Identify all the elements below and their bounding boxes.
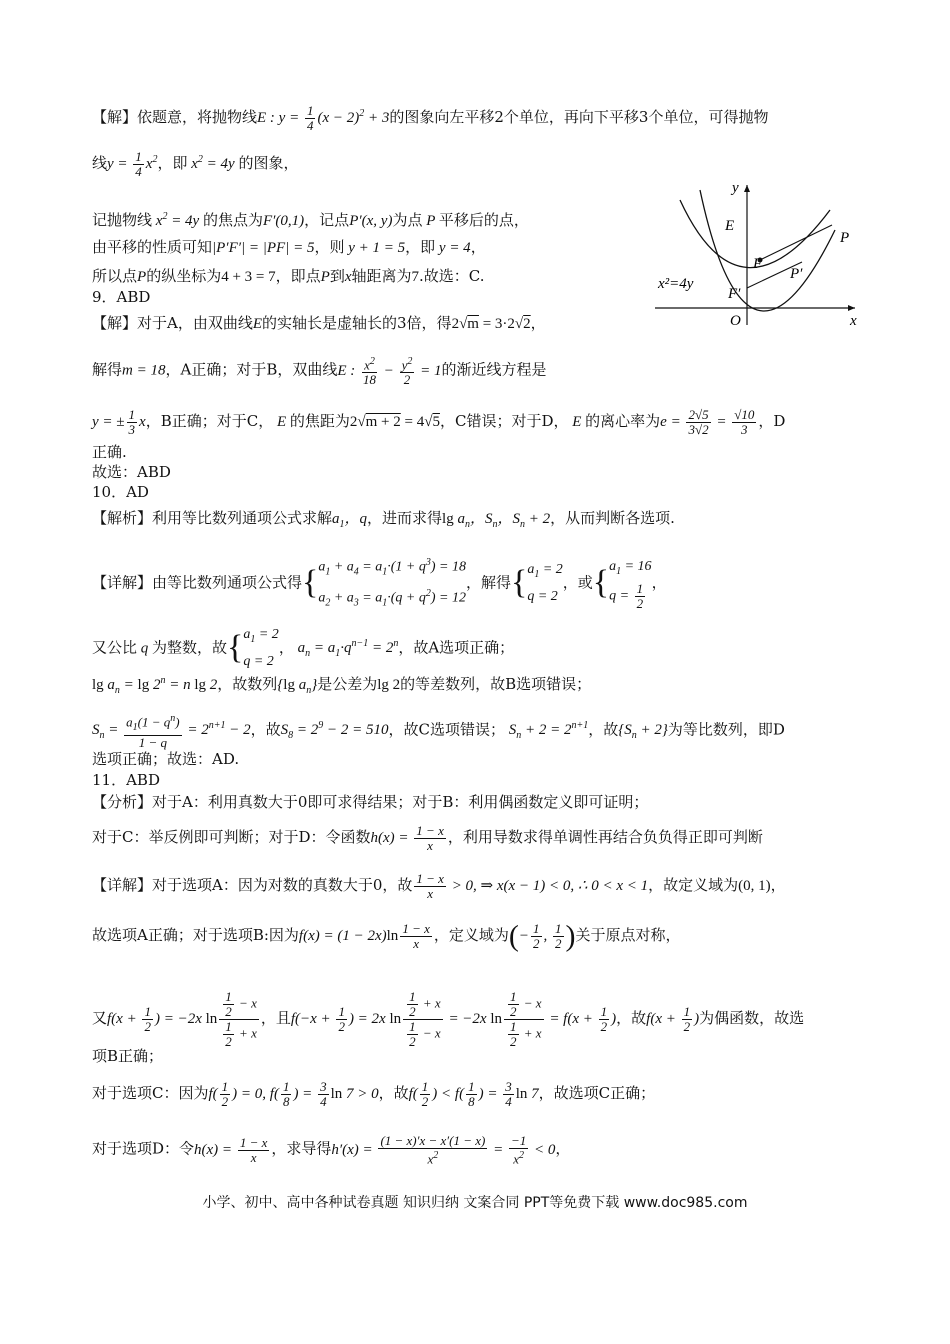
text: 对于C：举反例即可判断；对于D：令函数	[92, 827, 371, 846]
text: 【解析】利用等比数列通项公式求解	[92, 509, 333, 527]
text-line: 正确.	[92, 443, 127, 461]
text-line	[92, 266, 485, 287]
text-line: 【详解】对于选项A：因为对数的真数大于0，故 $\frac{1 - x}{x}$ > 0, ⇒ x(x − 1) < 0, ∴ 0 < x < 1，故定义域为(0, 1)，	[92, 871, 786, 901]
math: h(x) = $\frac{1 - x}{x}$	[370, 823, 444, 853]
text: 的图象向左平移2个单位，再向下平移3个单位，可得抛物	[389, 108, 769, 126]
text: 故选项A正确；对于选项B:因为	[92, 925, 299, 944]
equation-system: { $a_1 = 2$ q = 2	[510, 562, 563, 604]
math: $\lg a_n$，$S_n$，$S_n + 2$	[442, 511, 551, 530]
text-line: 对于选项D：令h(x) = $\frac{1 - x}{x}$ ，求导得h′(x) = $\frac{(1 - x)'x - x'(1 - x)}{x^2}$ = $\frac{-1}{x^2}$ < 0，	[92, 1133, 571, 1167]
text: ，记点	[304, 211, 350, 229]
text: ，C错误；对于D，	[439, 411, 569, 430]
label-f: F	[753, 256, 763, 272]
text-line: 又公比 q 为整数，故 { $a_1 = 2$ q = 2 ， $a_n = a_1\cdot q^{n-1} = 2^n$，故A选项正确；	[92, 624, 514, 673]
text: ，故数列	[217, 675, 278, 693]
math: y = $\frac{1}{4}$ $x^2$	[107, 149, 158, 180]
math: E	[273, 413, 290, 430]
math: x	[344, 269, 352, 285]
math: E	[252, 316, 263, 332]
math: (− $\frac{1}{2}$ , $\frac{1}{2}$ )	[508, 919, 576, 953]
text-line	[92, 408, 785, 437]
text: ，故	[250, 720, 281, 739]
text: 是公差为	[317, 675, 378, 693]
text-line	[92, 207, 529, 231]
text: 为点	[392, 211, 423, 229]
text-line	[92, 990, 804, 1049]
math: E	[568, 413, 586, 430]
math: $x^2 = 4y$	[152, 211, 203, 229]
text-line	[92, 150, 298, 179]
text: ，故C选项错误；	[388, 720, 505, 739]
parabola-x2-4y	[700, 190, 835, 311]
text: ，从而判断各选项.	[550, 509, 675, 527]
text: 解得	[92, 360, 123, 379]
math: h(x) = $\frac{1 - x}{x}$	[194, 1134, 268, 1165]
equation-system: { $a_1 = 16$ q = $\frac{1}{2}$	[592, 558, 652, 612]
math: f(x) = (1 − 2x)ln $\frac{1 - x}{x}$	[298, 921, 430, 951]
text: 的焦距为	[289, 411, 350, 430]
math: e = $\frac{2√5}{3√2}$ = $\frac{√10}{3}$	[660, 407, 755, 437]
text-line	[92, 824, 763, 853]
text-line	[92, 355, 547, 387]
text: 【详解】由等比数列通项公式得	[92, 573, 303, 592]
math: P	[422, 213, 439, 229]
math: $S_n + 2 = 2^{n+1}$	[504, 720, 589, 742]
math: f(x + $\frac{1}{2}$ ) = −2x ln $\frac{1}{2}$ − x $\frac{1}{2}$ + x	[107, 989, 257, 1049]
label-p: P	[840, 230, 850, 246]
label-equation: x²=4y	[658, 276, 694, 292]
text-line	[92, 919, 681, 953]
text: 记抛物线	[92, 211, 153, 229]
text-line: 【解】对于A，由双曲线E的实轴长是虚轴长的3倍，得2√m = 3·2√2，	[92, 314, 546, 332]
math: P	[137, 269, 147, 285]
math: lg 2	[377, 677, 401, 693]
math: y = 4	[435, 240, 471, 256]
math: {lg $a_n$}	[277, 677, 318, 696]
question-number: 11．ABD	[92, 771, 160, 789]
text: ，且	[260, 1008, 291, 1027]
question-number: 9．ABD	[92, 288, 151, 306]
text: 线	[92, 154, 108, 172]
text: 又	[92, 1008, 108, 1027]
text: 的离心率为	[585, 411, 661, 430]
text: 关于原点对称，	[575, 925, 681, 944]
text: .故选：C.	[419, 267, 485, 285]
equation-system: { $a_1 = 2$ q = 2	[227, 627, 279, 669]
text-line: 项B正确；	[92, 1047, 164, 1065]
text: ，或	[562, 573, 593, 592]
text: 对于选项C：因为	[92, 1083, 209, 1102]
label-p-prime: P′	[790, 266, 803, 282]
math: $x^2 = 4y$	[187, 154, 239, 172]
text: ，解得	[465, 573, 511, 592]
text: 为整数，故	[152, 638, 228, 657]
text: ，D	[758, 411, 786, 430]
text: 的等差数列，故B选项错误；	[400, 675, 592, 693]
text: 的纵坐标为	[146, 267, 222, 285]
text-line: 【分析】对于A：利用真数大于0即可求得结果；对于B：利用偶函数定义即可证明；	[92, 793, 649, 811]
text-line	[92, 508, 675, 535]
text: ，故	[588, 720, 619, 739]
parabola-figure	[650, 180, 870, 330]
math: (0, 1)	[738, 877, 771, 894]
text: ，利用导数求得单调性再结合负负得正即可判断	[447, 827, 763, 846]
math: $\lg a_n = \lg 2^n = n$ lg 2	[92, 675, 218, 696]
text: 平移后的点，	[438, 211, 529, 229]
math: 2√m + 2 = 4√5	[349, 413, 440, 430]
math: f( $\frac{1}{2}$ ) = 0, f( $\frac{1}{8}$ ) = $\frac{3}{4}$ ln 7 > 0	[208, 1079, 379, 1109]
math: 7	[411, 269, 420, 285]
text: 【详解】对于选项A：因为对数的真数大于0，故	[92, 875, 413, 894]
math: q	[137, 640, 153, 657]
text: ，故定义域为	[648, 875, 739, 894]
text: ，故	[378, 1083, 409, 1102]
math: y = ± $\frac{1}{3}$ x	[92, 407, 146, 437]
math: F′(0,1)	[262, 213, 305, 229]
label-o: O	[730, 313, 741, 329]
text: ，即	[157, 154, 188, 172]
text: ，A正确；对于B，双曲线	[165, 360, 338, 379]
text: ，定义域为	[433, 925, 509, 944]
text-line	[92, 712, 785, 750]
math: $S_8 = 2^9 - 2 = 510$	[280, 720, 389, 742]
math: P	[320, 269, 330, 285]
math: $a_1$，q	[332, 511, 368, 530]
text: 又公比	[92, 638, 138, 657]
text: 的图象，	[238, 154, 299, 172]
text-line: 选项正确；故选：AD.	[92, 750, 240, 768]
text: 由平移的性质可知	[92, 238, 213, 256]
text-line	[92, 1080, 655, 1109]
label-x: x	[850, 313, 857, 329]
text: 的实轴长是虚轴长的3倍，得	[262, 314, 452, 332]
text-line	[92, 104, 768, 133]
text-line: 由平移的性质可知|P′F′| = |PF| = 5，则 y + 1 = 5，即 y = 4，	[92, 238, 486, 256]
text: 轴距离为	[351, 267, 412, 285]
math: 2√m = 3·2√2	[451, 316, 531, 332]
math: E : y = $\frac{1}{4}$ $(x - 2)^2 + 3$	[257, 103, 390, 134]
math: m = 18	[122, 362, 166, 379]
text: 的渐近线方程是	[441, 360, 547, 379]
math: $\{S_n + 2\}$	[618, 722, 668, 742]
math: 4 + 3 = 7	[221, 269, 276, 285]
math: f(x + $\frac{1}{2}$ )	[646, 1004, 700, 1034]
math: $\frac{1 - x}{x}$ > 0, ⇒ x(x − 1) < 0, ∴ 0 < x < 1	[416, 871, 649, 901]
text: ，B正确；对于C，	[145, 411, 274, 430]
text: ，故	[616, 1008, 647, 1027]
text: 为偶函数，故选	[699, 1008, 805, 1027]
text: ，进而求得	[367, 509, 443, 527]
page-footer: 小学、初中、高中各种试卷真题 知识归纳 文案合同 PPT等免费下载 www.doc985.com	[202, 1195, 748, 1211]
x-axis-arrow	[848, 305, 855, 311]
text: ，故选项C正确；	[538, 1083, 656, 1102]
text: 到	[329, 267, 345, 285]
text: ，即	[405, 238, 436, 256]
text-line	[92, 671, 591, 701]
text-line: 故选：ABD	[92, 463, 171, 481]
y-axis-arrow	[744, 185, 750, 192]
text: 【解】依题意，将抛物线	[92, 108, 258, 126]
text: ，即点	[275, 267, 321, 285]
text: 所以点	[92, 267, 138, 285]
math: h′(x) = $\frac{(1 - x)'x - x'(1 - x)}{x^2}$ = $\frac{-1}{x^2}$ < 0	[331, 1133, 556, 1167]
math: P′(x, y)	[349, 213, 393, 229]
math: $S_n$ = $\frac{a_1(1 - q^n)}{1 - q}$ = $2^{n+1} - 2$	[92, 713, 251, 750]
math: E : $\frac{x^2}{18}$ − $\frac{y^2}{2}$ = 1	[337, 356, 442, 388]
text-line: 【详解】由等比数列通项公式得 { $a_1 + a_4 = a_1\cdot(1 + q^3) = 18$ $a_2 + a_3 = a_1\cdot(q + q^2) = 12$ ，解得 { $a_1 = 2$ q = 2 ，或 { $a_1 = 16$ q = $\frac{1}{2}$ ，	[92, 552, 667, 615]
math: f(−x + $\frac{1}{2}$ ) = 2x ln $\frac{1}{2}$ + x $\frac{1}{2}$ − x = −2x ln $\frac{1}{2}$ − x $\frac{1}{2}$ + x = f(x + $\frac{1}{2}$ )	[290, 989, 617, 1049]
text: 对于选项D：令	[92, 1139, 195, 1158]
equation-system: { $a_1 + a_4 = a_1\cdot(1 + q^3) = 18$ $a_2 + a_3 = a_1\cdot(q + q^2) = 12$	[302, 557, 466, 609]
label-e: E	[725, 218, 735, 234]
text: ，求导得	[271, 1139, 332, 1158]
question-number: 10．AD	[92, 483, 149, 501]
math: y + 1 = 5	[344, 240, 406, 256]
text: 的焦点为	[202, 211, 263, 229]
text: ，故A选项正确；	[398, 638, 515, 657]
text: 为等比数列，即D	[667, 720, 785, 739]
math: f( $\frac{1}{2}$ ) < f( $\frac{1}{8}$ ) = $\frac{3}{4}$ ln 7	[408, 1079, 539, 1109]
label-y: y	[732, 180, 739, 196]
label-f-prime: F′	[728, 286, 741, 302]
text: 【解】对于A，由双曲线	[92, 314, 253, 332]
math: |P′F′| = |PF| = 5	[212, 240, 315, 256]
math: $a_n = a_1\cdot q^{n-1} = 2^n$	[293, 638, 399, 660]
text: ，则	[314, 238, 345, 256]
segment-fp	[760, 225, 832, 260]
